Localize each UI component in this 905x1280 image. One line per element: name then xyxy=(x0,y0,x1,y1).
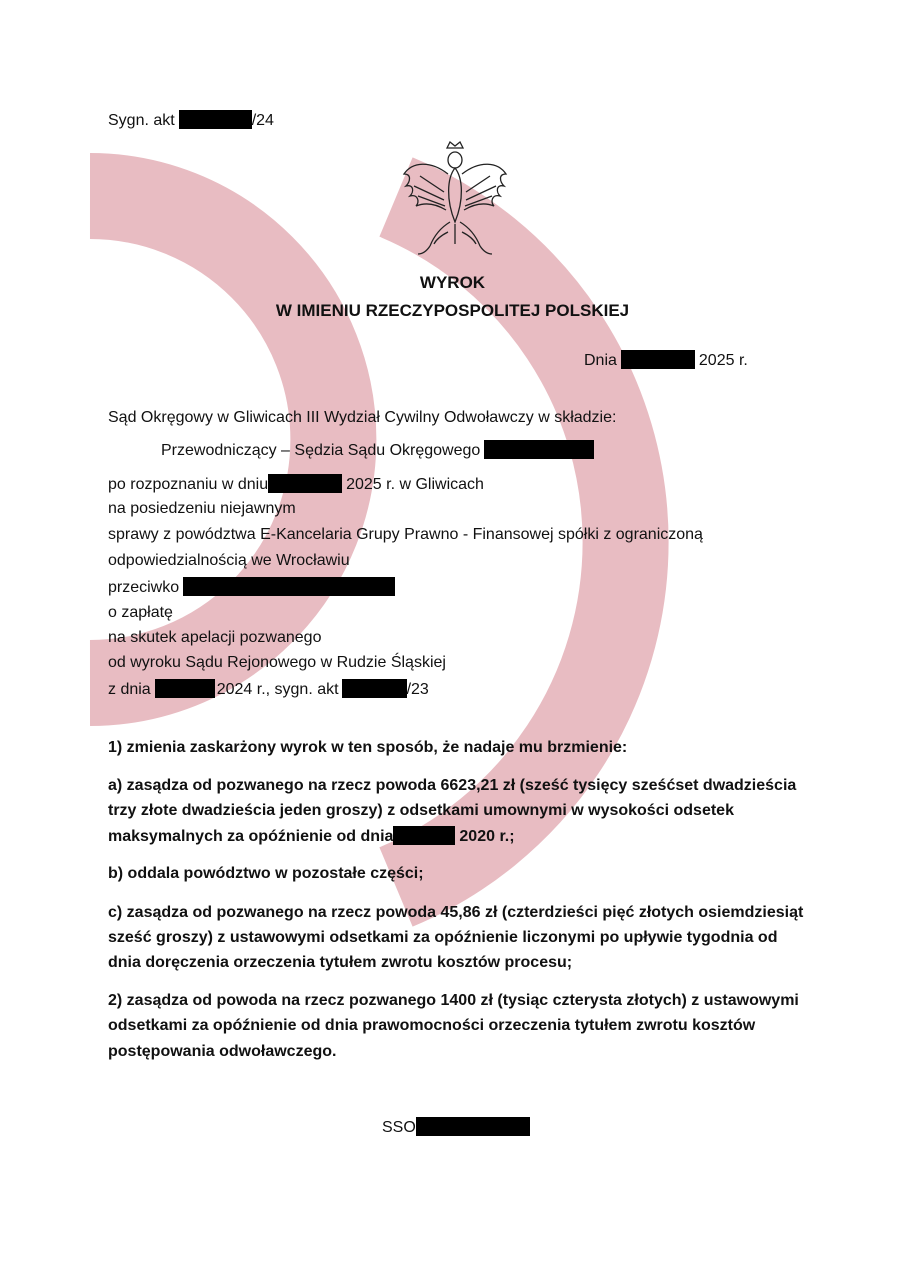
ruling-c-line2: sześć groszy) z ustawowymi odsetkami za opóźnienie liczonymi po upływie tygodnia od xyxy=(108,929,778,946)
redaction-box xyxy=(268,474,342,493)
appeal-line: na skutek apelacji pozwanego xyxy=(108,629,322,646)
lower-court-judgment: od wyroku Sądu Rejonowego w Rudzie Śląskiej xyxy=(108,654,446,671)
ruling-point-1: 1) zmienia zaskarżony wyrok w ten sposób, że nadaje mu brzmienie: xyxy=(108,739,628,756)
ruling-a-line2: trzy złote dwadzieścia jeden groszy) z odsetkami umownymi w wysokości odsetek xyxy=(108,802,734,819)
case-subject: o zapłatę xyxy=(108,604,173,621)
redaction-box xyxy=(183,577,395,596)
redaction-box xyxy=(621,350,695,369)
case-signature: Sygn. akt /24 xyxy=(108,112,274,129)
redaction-box xyxy=(342,679,407,698)
ruling-point-2-line3: postępowania odwoławczego. xyxy=(108,1043,337,1060)
redaction-box xyxy=(484,440,594,459)
ruling-point-2-line2: odsetkami za opóźnienie od dnia prawomocności orzeczenia tytułem zwrotu kosztów xyxy=(108,1017,756,1034)
lower-court-date: z dnia 2024 r., sygn. akt /23 xyxy=(108,681,429,698)
case-parties-line2: odpowiedzialnością we Wrocławiu xyxy=(108,552,350,569)
redaction-box xyxy=(179,110,252,129)
presiding-judge: Przewodniczący – Sędzia Sądu Okręgowego xyxy=(161,440,594,461)
redaction-box xyxy=(155,679,215,698)
ruling-c-line1: c) zasądza od pozwanego na rzecz powoda 45,86 zł (czterdzieści pięć złotych osiemdziesiąt xyxy=(108,904,804,921)
ruling-a-line3: maksymalnych za opóźnienie od dnia 2020 r.; xyxy=(108,828,515,845)
ruling-point-2-line1: 2) zasądza od powoda na rzecz pozwanego 1400 zł (tysiąc czterysta złotych) z ustawowymi xyxy=(108,992,799,1009)
ruling-b: b) oddala powództwo w pozostałe części; xyxy=(108,865,424,882)
judgment-title: WYROK xyxy=(419,273,486,292)
hearing-date: po rozpoznaniu w dniu 2025 r. w Gliwicach xyxy=(108,476,484,493)
court-composition: Sąd Okręgowy w Gliwicach III Wydział Cywilny Odwoławczy w składzie: xyxy=(108,409,617,426)
redaction-box xyxy=(393,826,455,845)
defendant: przeciwko xyxy=(108,577,395,598)
judgment-subtitle: W IMIENIU RZECZYPOSPOLITEJ POLSKIEJ xyxy=(275,301,630,320)
redaction-box xyxy=(416,1117,530,1136)
judge-signature: SSO xyxy=(382,1117,530,1138)
ruling-c-line3: dnia doręczenia orzeczenia tytułem zwrotu kosztów procesu; xyxy=(108,954,573,971)
polish-eagle-emblem-icon xyxy=(400,140,510,260)
session-type: na posiedzeniu niejawnym xyxy=(108,500,296,517)
judgment-date: Dnia 2025 r. xyxy=(584,352,748,369)
ruling-a-line1: a) zasądza od pozwanego na rzecz powoda 6623,21 zł (sześć tysięcy sześćset dwadzieścia xyxy=(108,777,797,794)
case-parties-line1: sprawy z powództwa E-Kancelaria Grupy Prawno - Finansowej spółki z ograniczoną xyxy=(108,526,703,543)
